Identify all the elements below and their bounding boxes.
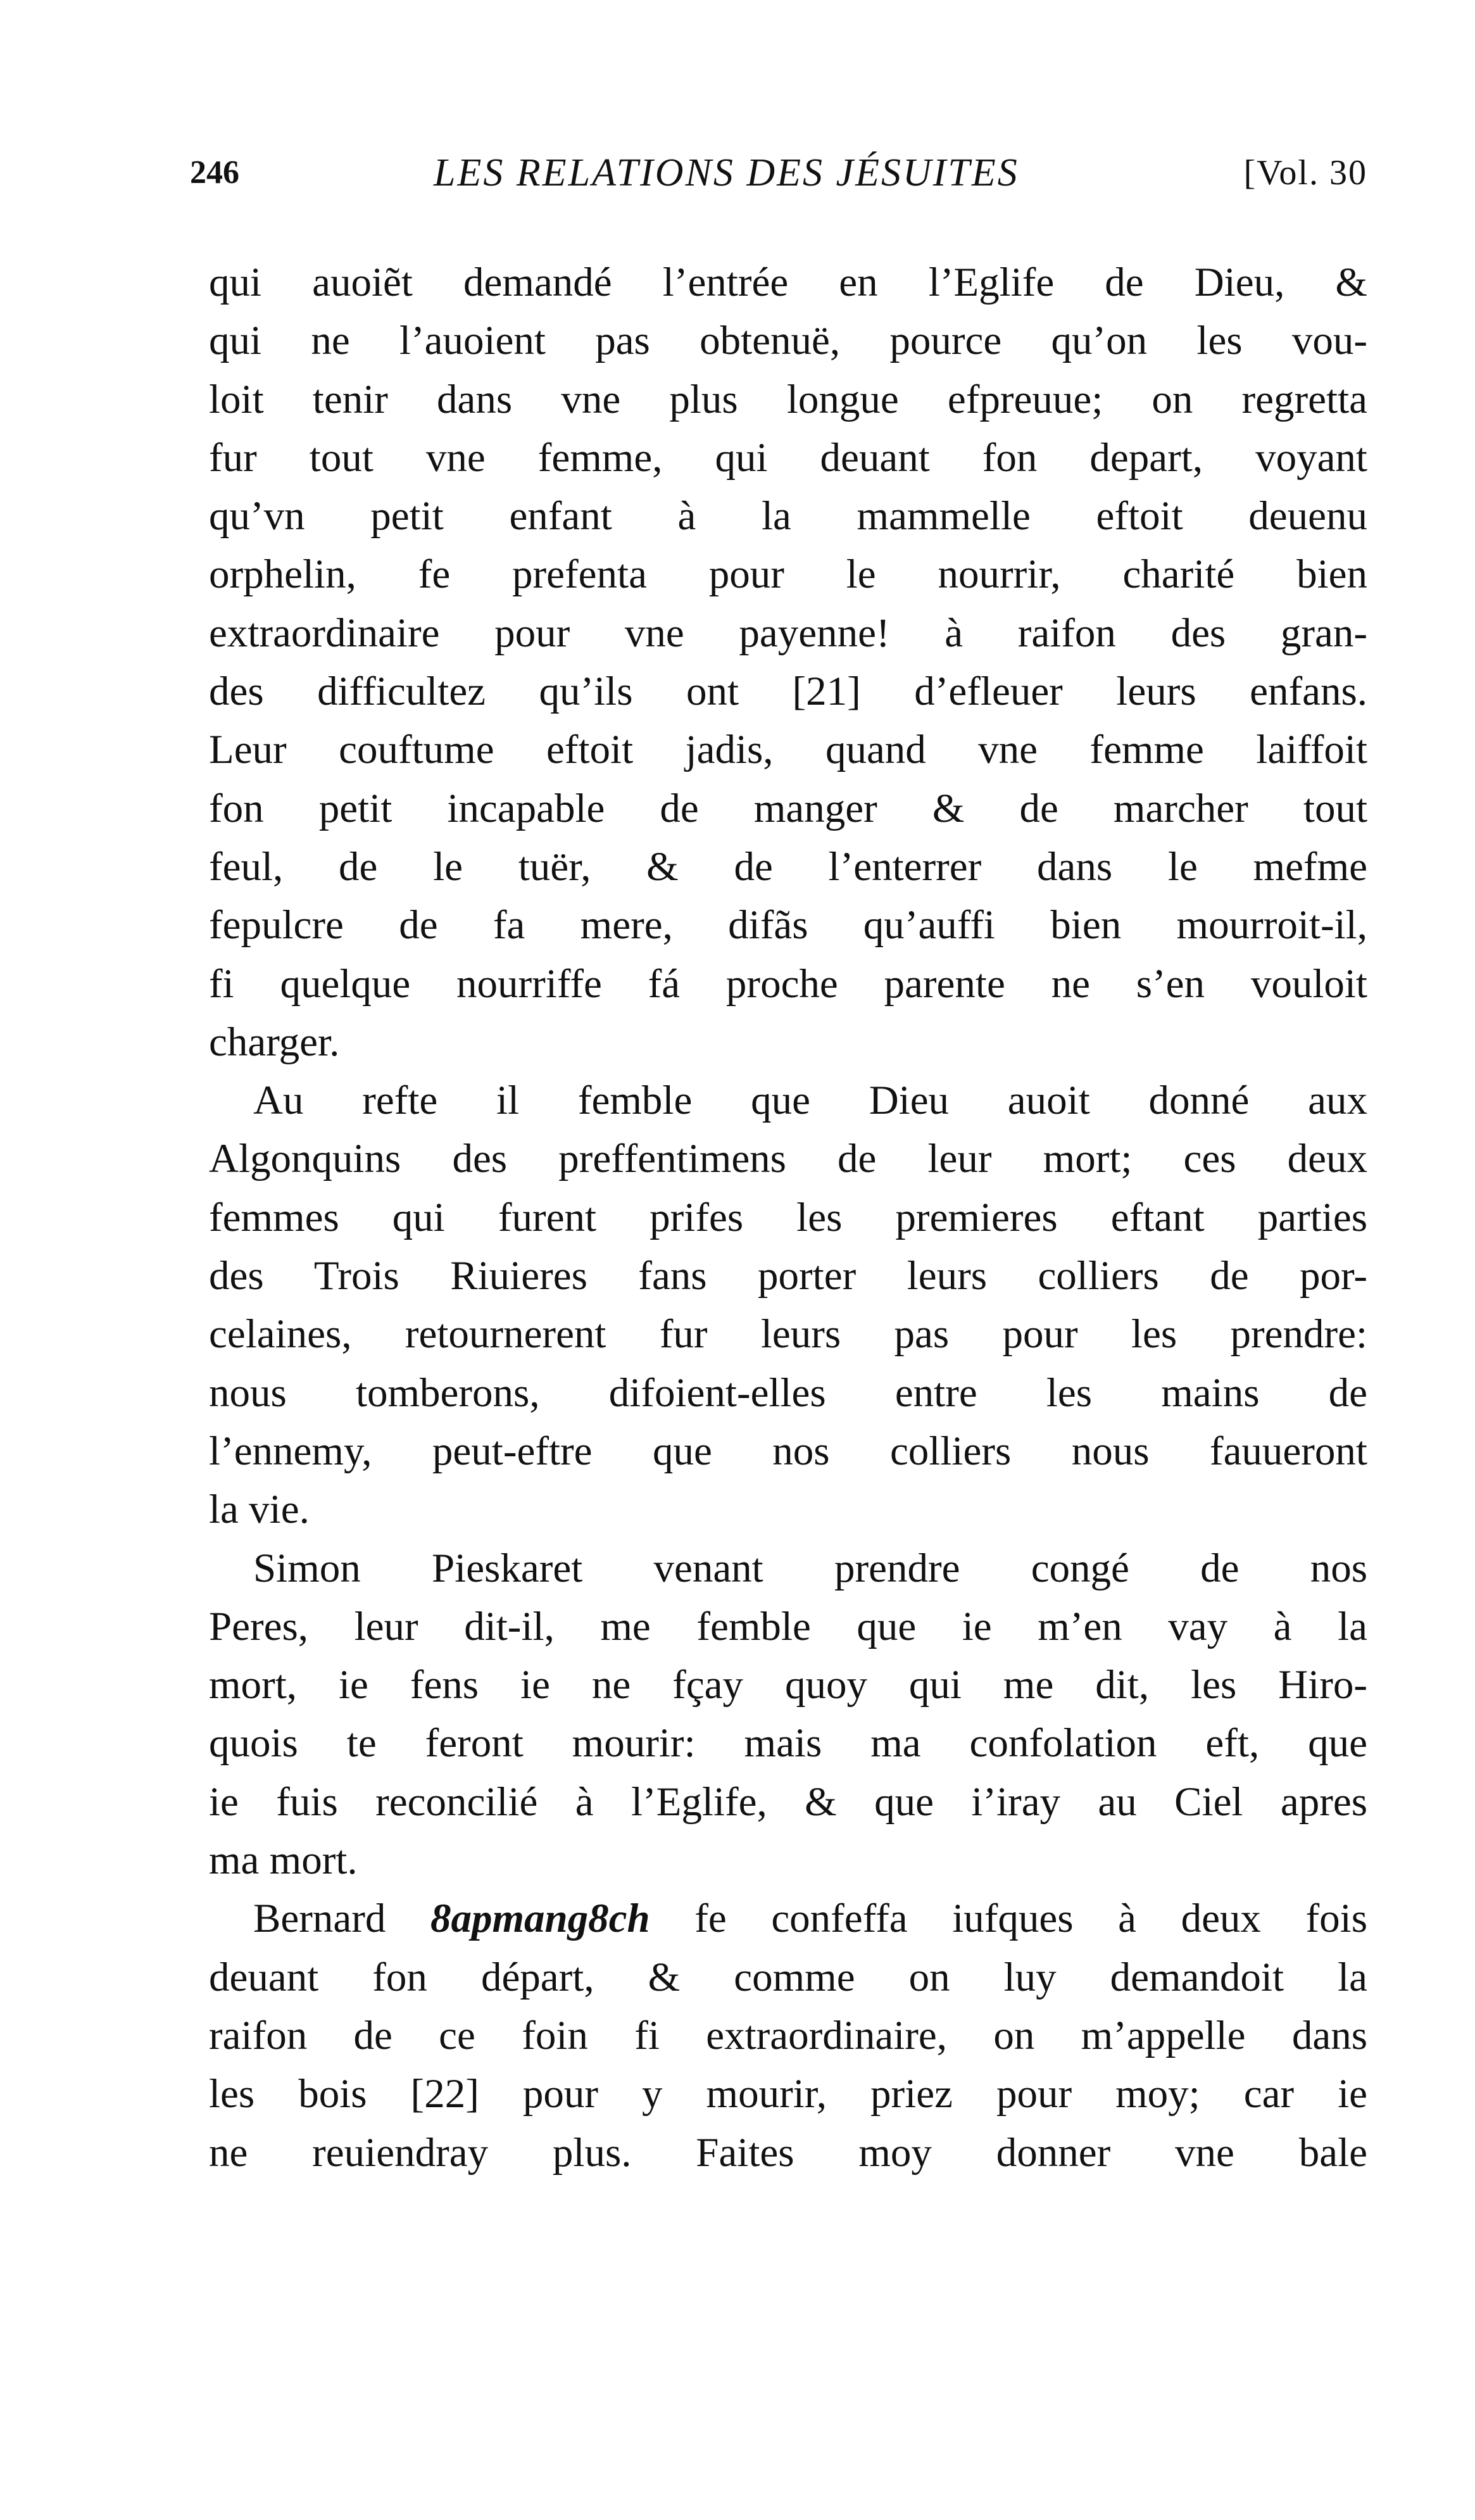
text-line: Simon Pieskaret venant prendre congé de nos: [253, 1545, 1367, 1591]
paragraph-2: [209, 1071, 1367, 1539]
text-line: ne reuiendray plus. Faites moy donner vne bale: [209, 2129, 1367, 2176]
text-line: quois te feront mourir: mais ma confolation eft, que: [209, 1720, 1367, 1767]
text-line: Peres, leur dit-il, me femble que ie m’en vay à la: [209, 1603, 1367, 1649]
text-line: des Trois Riuieres fans porter leurs colliers de por-: [209, 1253, 1367, 1299]
text-line: Au refte il femble que Dieu auoit donné aux: [253, 1078, 1367, 1124]
text-line: qu’vn petit enfant à la mammelle eftoit deuenu: [209, 493, 1367, 539]
text-line: raifon de ce foin fi extraordinaire, on m’appelle dans: [209, 2012, 1367, 2058]
italic-name: 8apmang8ch: [430, 1896, 650, 1942]
line-suffix: fe confeffa iufques à deux fois: [650, 1896, 1367, 1942]
running-header: [184, 144, 1367, 201]
paragraph-1: [209, 253, 1367, 1071]
text-line: orphelin, fe prefenta pour le nourrir, charité bien: [209, 551, 1367, 598]
volume-label: [Vol. 30: [1243, 153, 1367, 192]
text-line: fon petit incapable de manger & de marcher tout: [209, 785, 1367, 831]
text-line: loit tenir dans vne plus longue efpreuue; on regretta: [209, 376, 1367, 422]
text-line: extraordinaire pour vne payenne! à raifon des gran-: [209, 610, 1367, 656]
text-line: Leur couftume eftoit jadis, quand vne femme laiffoit: [209, 727, 1367, 773]
text-line: ie fuis reconcilié à l’Eglife, & que i’iray au Ciel apres: [209, 1779, 1367, 1825]
text-line: la vie.: [209, 1487, 310, 1533]
text-line: fur tout vne femme, qui deuant fon depart, voyant: [209, 434, 1367, 481]
text-line: ma mort.: [209, 1837, 358, 1884]
line-prefix: Bernard: [253, 1896, 430, 1942]
text-line: nous tomberons, difoient-elles entre les mains de: [209, 1370, 1367, 1416]
text-line: qui ne l’auoient pas obtenuë, pource qu’on les vou-: [209, 318, 1367, 364]
text-line: charger.: [209, 1019, 340, 1065]
paragraph-4: [209, 1889, 1367, 2181]
text-line: qui auoiẽt demandé l’entrée en l’Eglife de Dieu, &: [209, 260, 1367, 305]
text-line: celaines, retournerent fur leurs pas pour les prendre:: [209, 1311, 1367, 1358]
text-line: l’ennemy, peut-eftre que nos colliers nous fauueront: [209, 1428, 1367, 1474]
text-line: [209, 1889, 1367, 1948]
text-line: Algonquins des preffentimens de leur mort; ces deux: [209, 1136, 1367, 1182]
paragraph-3: [209, 1539, 1367, 1890]
text-line: mort, ie fens ie ne fçay quoy qui me dit, les Hiro-: [209, 1662, 1367, 1708]
text-line: les bois [22] pour y mourir, priez pour moy; car ie: [209, 2071, 1367, 2117]
text-line: fepulcre de fa mere, difãs qu’auffi bien mourroit-il,: [209, 902, 1367, 948]
text-line: deuant fon départ, & comme on luy demandoit la: [209, 1954, 1367, 2000]
text-line: femmes qui furent prifes les premieres eftant parties: [209, 1194, 1367, 1240]
text-line: feul, de le tuër, & de l’enterrer dans le mefme: [209, 843, 1367, 890]
text-line: des difficultez qu’ils ont [21] d’efleuer leurs enfans.: [209, 669, 1367, 715]
page-number: 246: [190, 154, 239, 191]
text-line: fi quelque nourriffe fá proche parente ne s’en vouloit: [209, 961, 1367, 1007]
body-text: [209, 253, 1367, 2182]
running-title: LES RELATIONS DES JÉSUITES: [434, 151, 1019, 194]
